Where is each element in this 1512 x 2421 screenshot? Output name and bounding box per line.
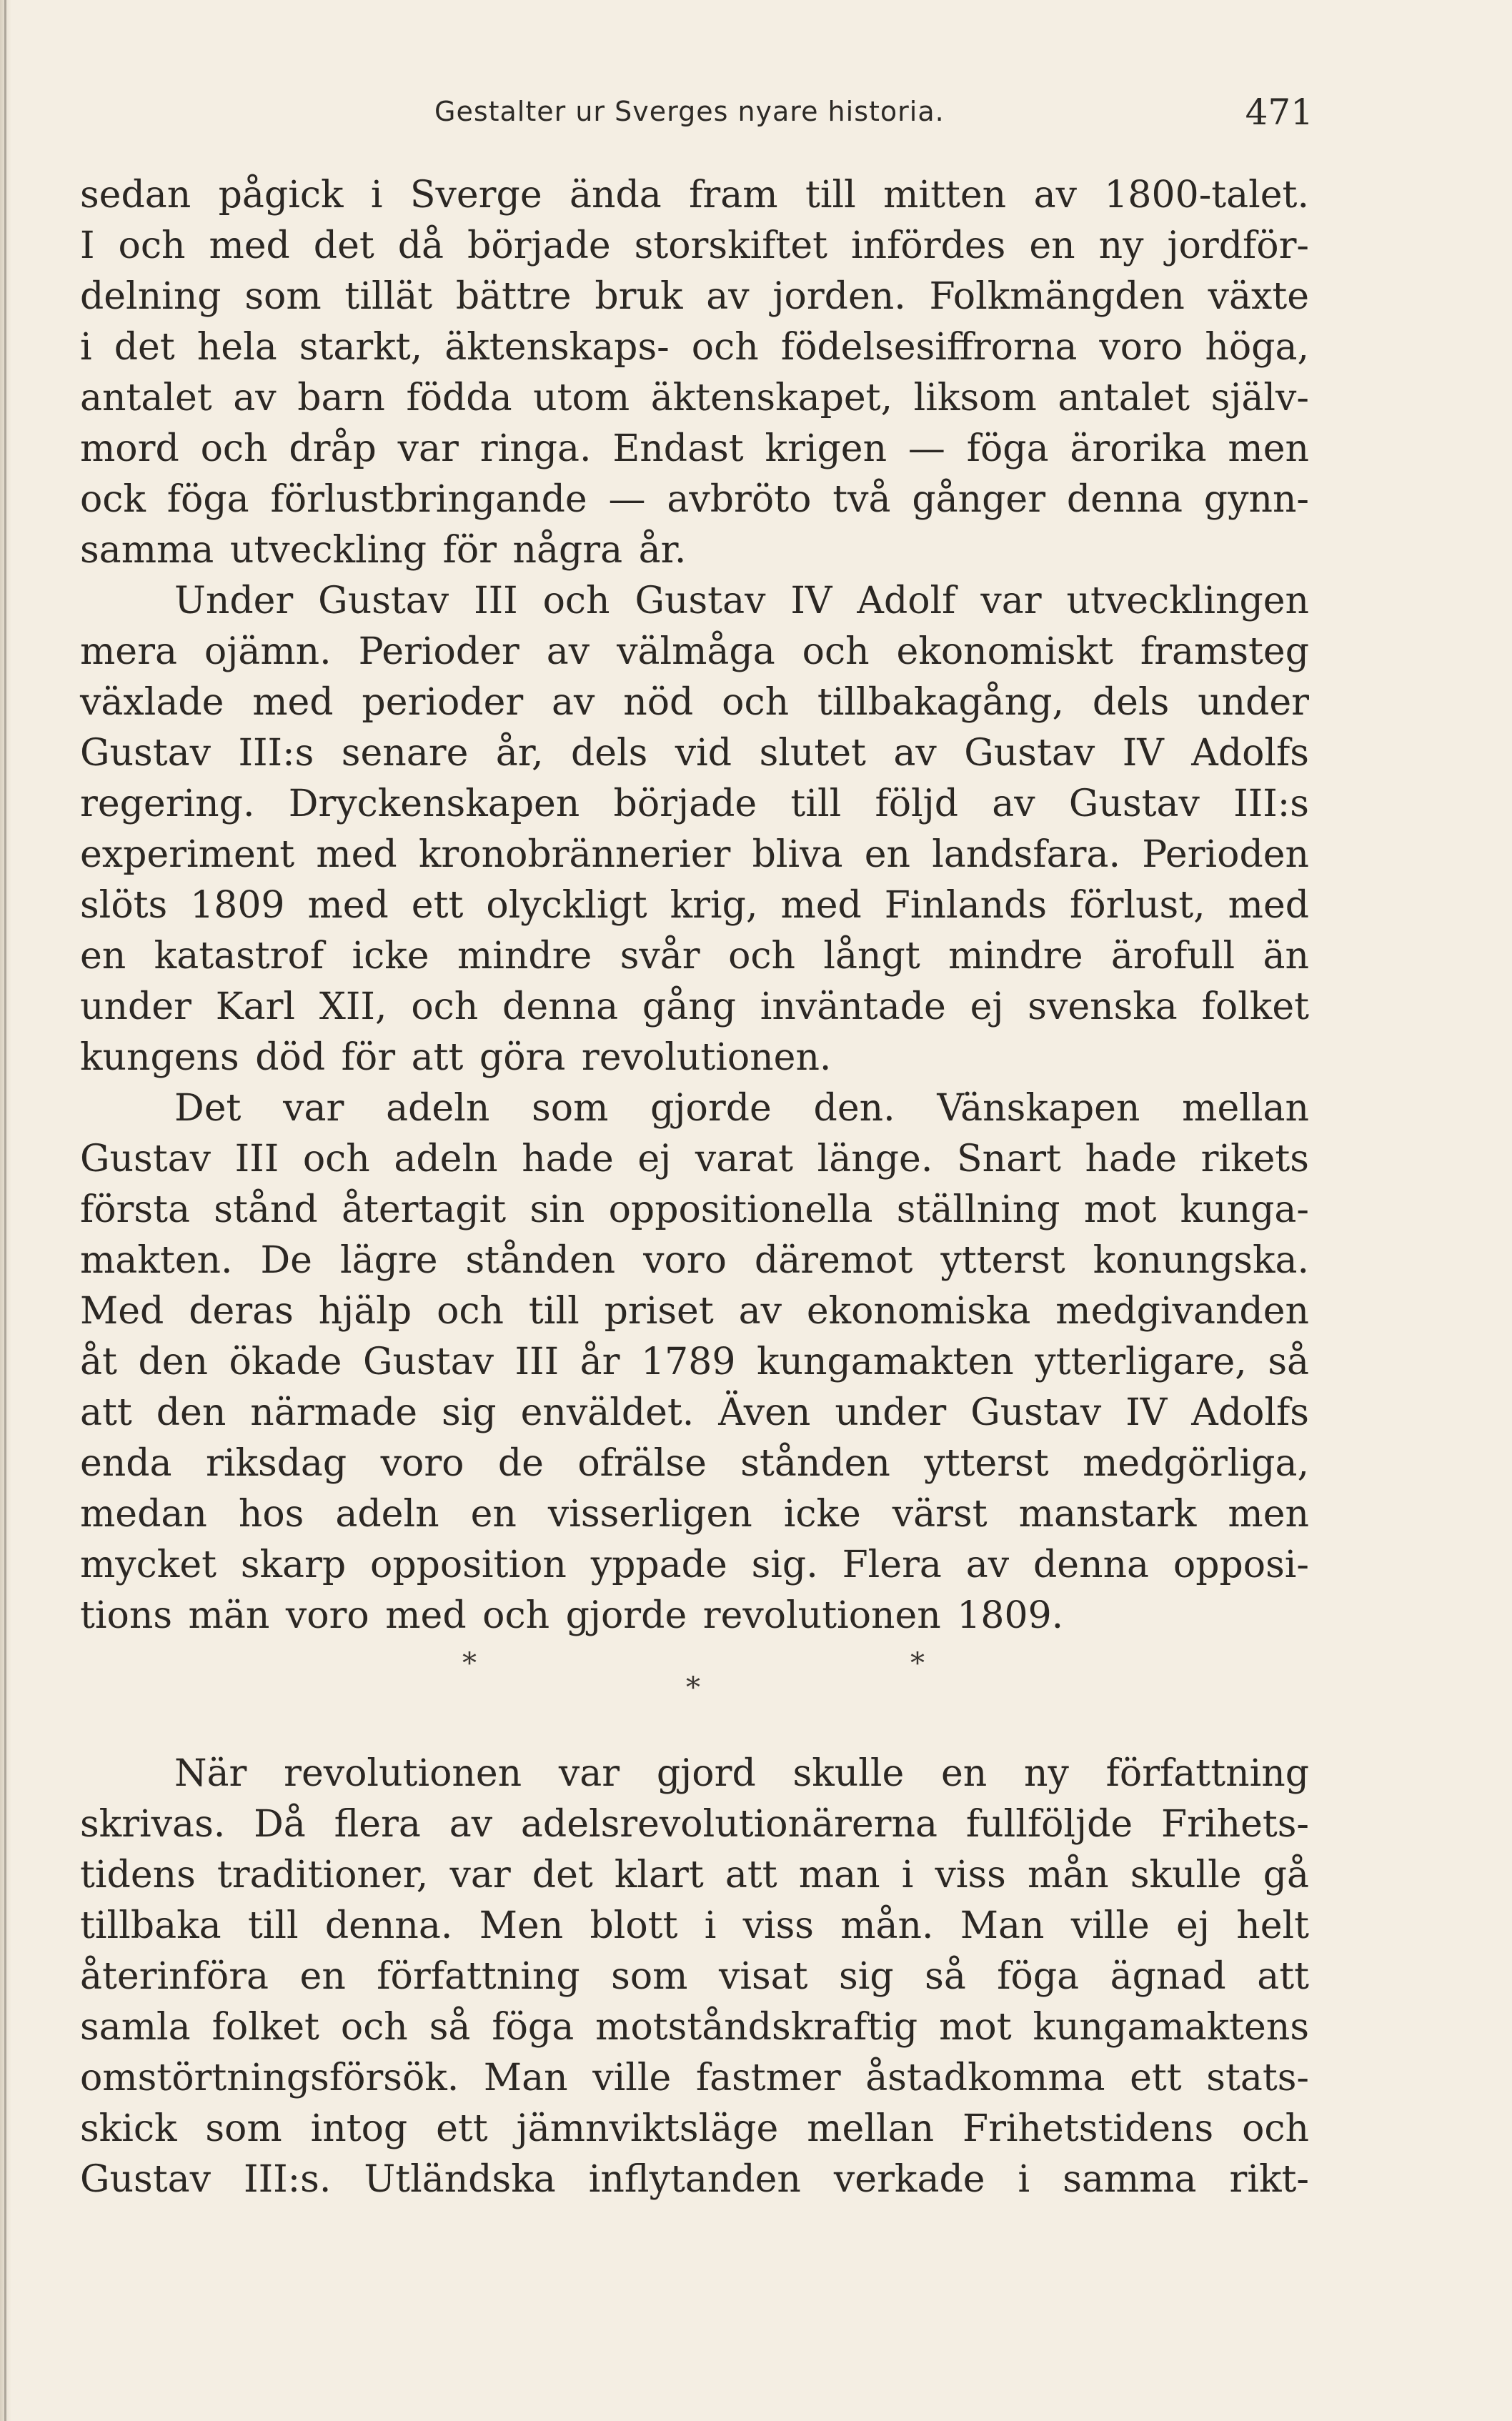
text-line: återinföra en författning som visat sig så föga ägnad att [80,1955,1309,1998]
text-line: att den närmade sig enväldet. Även under Gustav IV Adolfs [80,1391,1309,1434]
text-line: mera ojämn. Perioder av välmåga och ekonomiskt framsteg [80,630,1309,673]
text-line: en katastrof icke mindre svår och långt mindre ärofull än [80,935,1309,978]
page-binding-line [4,0,6,2421]
text-line: ock föga förlustbringande — avbröto två gånger denna gynn- [80,478,1309,521]
text-line: under Karl XII, och denna gång inväntade ej svenska folket [80,985,1309,1028]
body-text [80,170,1309,2205]
text-line: mycket skarp opposition yppade sig. Flera av denna opposi- [80,1543,1309,1586]
text-line: skick som intog ett jämnviktsläge mellan Frihetstidens och [80,2107,1309,2150]
paragraph-3 [80,1083,1309,1641]
text-line: När revolutionen var gjord skulle en ny författning [174,1752,1309,1795]
page-header [434,91,1313,149]
text-line: Det var adeln som gjorde den. Vänskapen mellan [174,1087,1309,1130]
text-line: kungens död för att göra revolutionen. [80,1036,832,1079]
text-line: Under Gustav III och Gustav IV Adolf var utvecklingen [174,580,1309,622]
text-line: samma utveckling för några år. [80,529,687,572]
text-line: åt den ökade Gustav III år 1789 kungamakten ytterligare, så [80,1341,1309,1383]
text-line: tidens traditioner, var det klart att man i viss mån skulle gå [80,1854,1309,1896]
page-number: 471 [1245,91,1313,133]
text-line: skrivas. Då flera av adelsrevolutionärerna fullföljde Frihets- [80,1803,1309,1846]
text-line: första stånd återtagit sin oppositionella ställning mot kunga- [80,1188,1309,1231]
text-line: enda riksdag voro de ofrälse stånden ytterst medgörliga, [80,1442,1309,1485]
text-line: antalet av barn födda utom äktenskapet, liksom antalet själv- [80,377,1309,419]
text-line: regering. Dryckenskapen började till följd av Gustav III:s [80,782,1309,825]
text-line: mord och dråp var ringa. Endast krigen — föga ärorika men [80,427,1309,470]
asterisk-right: * [910,1647,925,1680]
running-title: Gestalter ur Sverges nyare historia. [434,96,945,127]
asterisk-left: * [462,1647,477,1680]
text-line: slöts 1809 med ett olyckligt krig, med Finlands förlust, med [80,884,1309,927]
text-line: samla folket och så föga motståndskraftig mot kungamaktens [80,2006,1309,2049]
text-line: tillbaka till denna. Men blott i viss mån. Man ville ej helt [80,1904,1309,1947]
asterisk-bottom: * [686,1671,700,1704]
text-line: medan hos adeln en visserligen icke värst manstark men [80,1493,1309,1536]
text-line: experiment med kronobrännerier bliva en landsfara. Perioden [80,833,1309,876]
text-line: Gustav III och adeln hade ej varat länge. Snart hade rikets [80,1138,1309,1180]
text-line: omstörtningsförsök. Man ville fastmer åstadkomma ett stats- [80,2057,1309,2099]
section-divider [80,1641,1309,1749]
paragraph-4 [80,1749,1309,2205]
text-line: Gustav III:s. Utländska inflytanden verkade i samma rikt- [80,2158,1309,2201]
text-line: makten. De lägre stånden voro däremot ytterst konungska. [80,1239,1309,1282]
text-line: i det hela starkt, äktenskaps- och födelsesiffrorna voro höga, [80,326,1309,369]
text-line: växlade med perioder av nöd och tillbakagång, dels under [80,681,1309,724]
text-line: Gustav III:s senare år, dels vid slutet av Gustav IV Adolfs [80,732,1309,775]
text-line: tions män voro med och gjorde revolutionen 1809. [80,1594,1064,1637]
paragraph-1 [80,170,1309,576]
text-line: Med deras hjälp och till priset av ekonomiska medgivanden [80,1290,1309,1333]
text-line: delning som tillät bättre bruk av jorden. Folkmängden växte [80,275,1309,318]
text-line: I och med det då började storskiftet infördes en ny jordför- [80,224,1309,267]
paragraph-2 [80,576,1309,1083]
text-line: sedan pågick i Sverge ända fram till mitten av 1800-talet. [80,174,1309,217]
